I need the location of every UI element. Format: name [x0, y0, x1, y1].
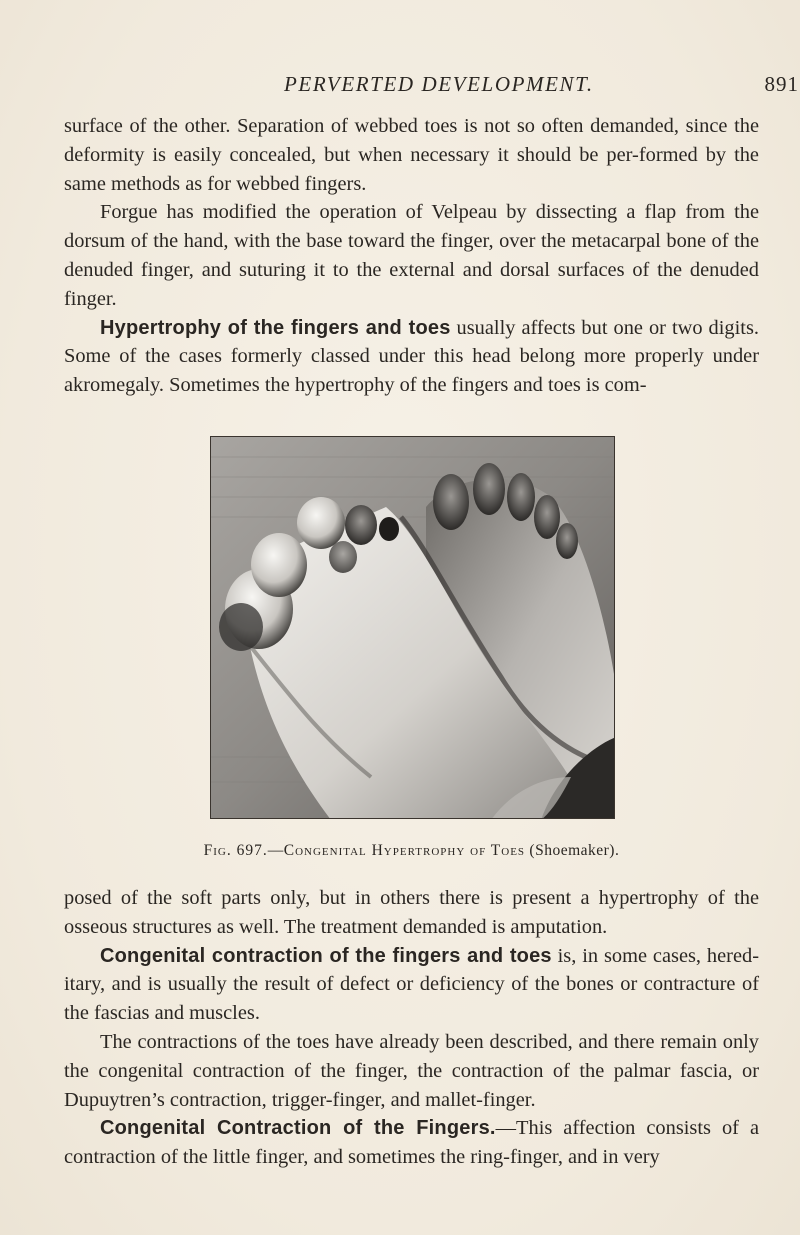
- paragraph: Forgue has modified the operation of Velpeau by dissecting a flap from the dorsum of the hand, with the base toward the finger, over the metacarpal bone of the denuded finger, and suturing it to the external and dorsal surfaces of the denuded finger.: [64, 201, 759, 310]
- figure-photograph-hypertrophied-toes: [210, 436, 615, 819]
- caption-figure-number: Fig. 697.: [203, 842, 268, 859]
- caption-dash: —: [267, 842, 284, 859]
- section-run-head: Congenital Contraction of the Fingers.: [100, 1117, 496, 1140]
- bottom-text-block: [64, 884, 759, 1172]
- section-run-head: Congenital contraction of the fingers and toes: [100, 944, 552, 967]
- running-title: PERVERTED DEVELOPMENT.: [284, 72, 594, 96]
- paragraph: The contractions of the toes have already been described, and there remain only the congenital contraction of the finger, the contraction of the palmar fascia, or Dupuytren’s contraction, trigger-finger, and mallet-finger.: [64, 1030, 759, 1111]
- caption-credit: (Shoemaker).: [525, 842, 620, 859]
- paragraph: [64, 314, 759, 400]
- toes-illustration: [211, 437, 615, 819]
- figure-caption: [64, 842, 759, 860]
- caption-title: Congenital Hypertrophy of Toes: [283, 842, 526, 859]
- top-text-block: [64, 112, 759, 400]
- paragraph: [64, 1114, 759, 1172]
- paragraph: surface of the other. Separation of webbed toes is not so often demanded, since the deformity is easily concealed, but when necessary it should be per-formed by the same methods as for webbed fingers.: [64, 115, 759, 195]
- page-number: 891: [764, 72, 799, 96]
- section-run-head: Hypertrophy of the fingers and toes: [100, 316, 451, 339]
- paragraph-text: usually affects but one or two digits. Some of the cases formerly classed under this head belong more properly under akromegaly. Sometimes the hypertrophy of the fingers and toes is com-: [64, 316, 759, 397]
- paragraph: posed of the soft parts only, but in others there is present a hypertrophy of the osseous structures as well. The treatment demanded is amputation.: [64, 887, 759, 938]
- page-header: [64, 72, 799, 102]
- paragraph: [64, 942, 759, 1028]
- paragraph-text: is, in some cases, hered-itary, and is usually the result of defect or deficiency of the bones or contracture of the fascias and muscles.: [64, 944, 759, 1025]
- paragraph-text: —This affection consists of a contraction of the little finger, and sometimes the ring-finger, and in very: [64, 1117, 759, 1169]
